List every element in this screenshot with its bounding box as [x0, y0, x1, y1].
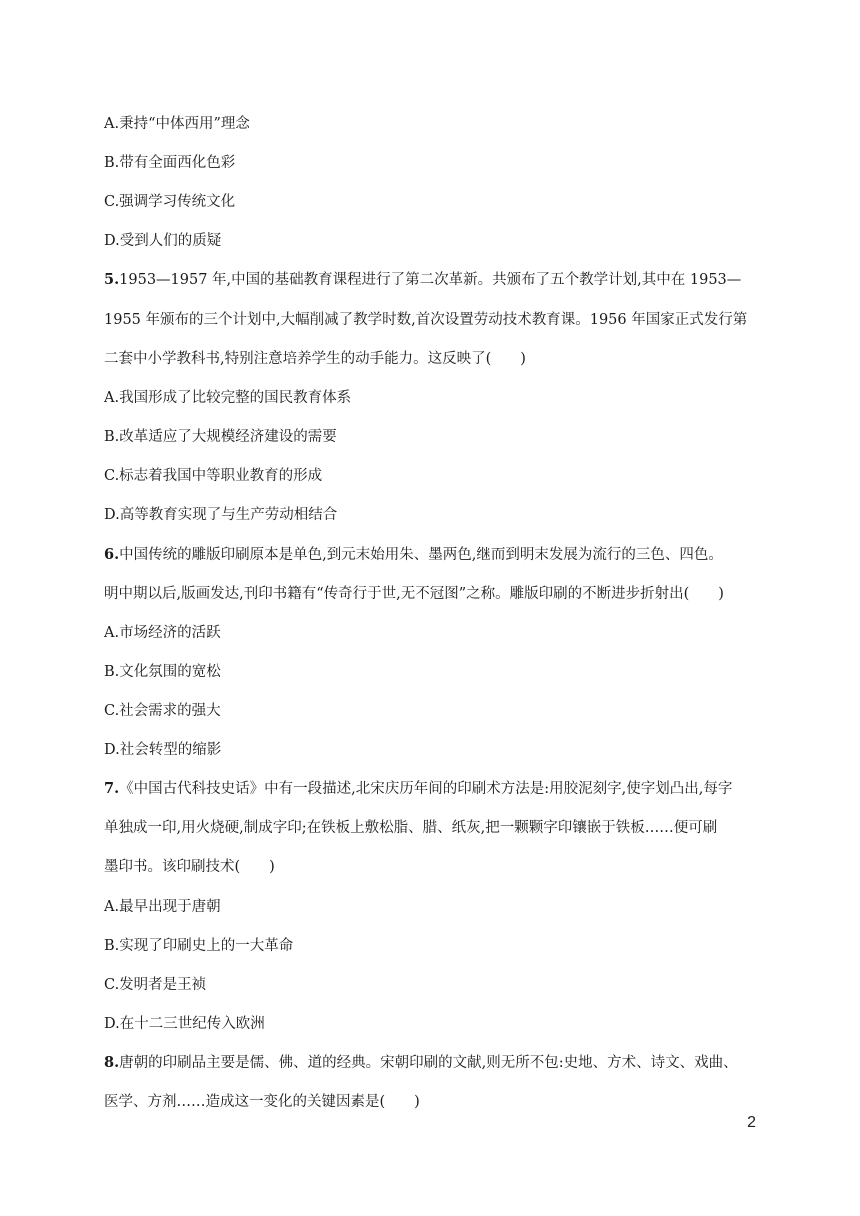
- q7-stem-line-1: [104, 779, 732, 799]
- q8-stem-line-2: 医学、方剂……造成这一变化的关键因素是( ): [104, 1094, 420, 1110]
- q5-number: 5.: [104, 271, 120, 288]
- q7-option-a: A.最早出现于唐朝: [104, 899, 221, 915]
- q5-stem-line-3: 二套中小学教科书,特别注意培养学生的动手能力。这反映了( ): [104, 351, 526, 367]
- q6-option-c: C.社会需求的强大: [104, 703, 221, 719]
- q7-text: 《中国古代科技史话》中有一段描述,北宋庆历年间的印刷术方法是:用胶泥刻字,使字划凸出,每字: [119, 781, 733, 797]
- q7-number: 7.: [104, 780, 120, 797]
- q8-stem-line-1: [104, 1053, 738, 1073]
- q5-option-b: B.改革适应了大规模经济建设的需要: [104, 429, 337, 445]
- q7-stem-line-3: 墨印书。该印刷技术( ): [104, 859, 275, 875]
- q4-option-c: C.强调学习传统文化: [104, 194, 236, 210]
- q8-number: 8.: [104, 1054, 120, 1071]
- q4-option-d: D.受到人们的质疑: [104, 233, 222, 249]
- q6-text: 中国传统的雕版印刷原本是单色,到元末始用朱、墨两色,继而到明末发展为流行的三色、四色。: [119, 547, 723, 563]
- q5-option-d: D.高等教育实现了与生产劳动相结合: [104, 507, 338, 523]
- q8-text: 唐朝的印刷品主要是儒、佛、道的经典。宋朝印刷的文献,则无所不包:史地、方术、诗文、戏曲、: [119, 1055, 738, 1071]
- q7-option-b: B.实现了印刷史上的一大革命: [104, 938, 294, 954]
- q5-option-a: A.我国形成了比较完整的国民教育体系: [104, 390, 352, 406]
- q7-stem-line-2: 单独成一印,用火烧硬,制成字印;在铁板上敷松脂、腊、纸灰,把一颗颗字印镶嵌于铁板……便可刷: [104, 820, 718, 836]
- q5-stem-line-2: 1955 年颁布的三个计划中,大幅削减了教学时数,首次设置劳动技术教育课。1956 年国家正式发行第: [104, 312, 748, 328]
- q5-stem-line-1: [104, 270, 741, 290]
- q7-option-c: C.发明者是王祯: [104, 977, 207, 993]
- q4-option-a: A.秉持“中体西用”理念: [104, 116, 250, 132]
- q6-option-a: A.市场经济的活跃: [104, 625, 221, 641]
- q6-option-d: D.社会转型的缩影: [104, 742, 222, 758]
- q6-stem-line-1: [104, 545, 723, 565]
- page-number: 2: [747, 1114, 756, 1131]
- q7-option-d: D.在十二三世纪传入欧洲: [104, 1016, 265, 1032]
- q5-option-c: C.标志着我国中等职业教育的形成: [104, 468, 323, 484]
- q6-option-b: B.文化氛围的宽松: [104, 664, 221, 680]
- q6-number: 6.: [104, 546, 120, 563]
- q4-option-b: B.带有全面西化色彩: [104, 155, 236, 171]
- q6-stem-line-2: 明中期以后,版画发达,刊印书籍有“传奇行于世,无不冠图”之称。雕版印刷的不断进步折射出( ): [104, 586, 724, 602]
- q5-text: 1953—1957 年,中国的基础教育课程进行了第二次革新。共颁布了五个教学计划,其中在 1953—: [119, 272, 742, 288]
